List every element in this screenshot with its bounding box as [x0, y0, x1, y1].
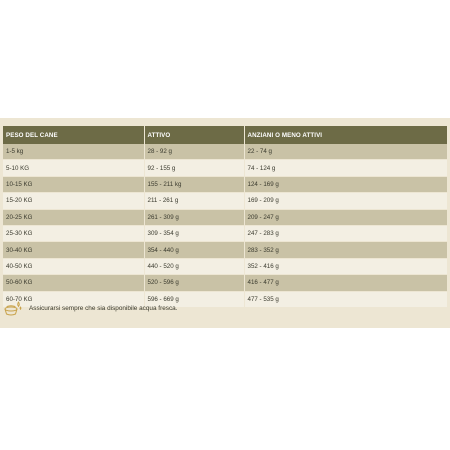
cell-active: 211 - 261 g: [144, 193, 244, 209]
feeding-panel: [0, 118, 450, 328]
cell-active: 440 - 520 g: [144, 258, 244, 274]
table-row: [3, 275, 447, 291]
cell-senior: 22 - 74 g: [244, 144, 447, 160]
cell-active: 261 - 309 g: [144, 209, 244, 225]
cell-weight: 20-25 KG: [3, 209, 144, 225]
cell-weight: 10-15 KG: [3, 176, 144, 192]
cell-senior: 416 - 477 g: [244, 275, 447, 291]
table-row: [3, 160, 447, 176]
cell-weight: 5-10 KG: [3, 160, 144, 176]
cell-active: 28 - 92 g: [144, 144, 244, 160]
table-row: [3, 193, 447, 209]
cell-weight: 60-70 KG: [3, 291, 144, 307]
cell-weight: 40-50 KG: [3, 258, 144, 274]
table-header-row: [3, 126, 447, 144]
header-dog-weight: PESO DEL CANE: [3, 126, 144, 144]
cell-senior: 74 - 124 g: [244, 160, 447, 176]
water-bowl-icon: [3, 298, 23, 318]
cell-senior: 169 - 209 g: [244, 193, 447, 209]
cell-senior: 477 - 535 g: [244, 291, 447, 307]
header-senior-less-active: ANZIANI O MENO ATTIVI: [244, 126, 447, 144]
cell-weight: 15-20 KG: [3, 193, 144, 209]
table-row: [3, 258, 447, 274]
water-note: [3, 298, 177, 318]
table-row: [3, 176, 447, 192]
cell-active: 309 - 354 g: [144, 225, 244, 241]
header-active: ATTIVO: [144, 126, 244, 144]
water-note-text: Assicurarsi sempre che sia disponibile acqua fresca.: [29, 304, 178, 312]
cell-active: 155 - 211 kg: [144, 176, 244, 192]
cell-active: 354 - 440 g: [144, 242, 244, 258]
cell-active: 596 - 669 g: [144, 291, 244, 307]
cell-senior: 247 - 283 g: [244, 225, 447, 241]
cell-senior: 283 - 352 g: [244, 242, 447, 258]
cell-weight: 25-30 KG: [3, 225, 144, 241]
cell-senior: 124 - 169 g: [244, 176, 447, 192]
table-row: [3, 242, 447, 258]
table-row: [3, 209, 447, 225]
feeding-table: [3, 126, 447, 308]
cell-senior: 209 - 247 g: [244, 209, 447, 225]
cell-active: 92 - 155 g: [144, 160, 244, 176]
cell-weight: 30-40 KG: [3, 242, 144, 258]
cell-weight: 50-60 KG: [3, 275, 144, 291]
cell-senior: 352 - 416 g: [244, 258, 447, 274]
cell-active: 520 - 596 g: [144, 275, 244, 291]
table-row: [3, 225, 447, 241]
table-row: [3, 144, 447, 160]
cell-weight: 1-5 kg: [3, 144, 144, 160]
